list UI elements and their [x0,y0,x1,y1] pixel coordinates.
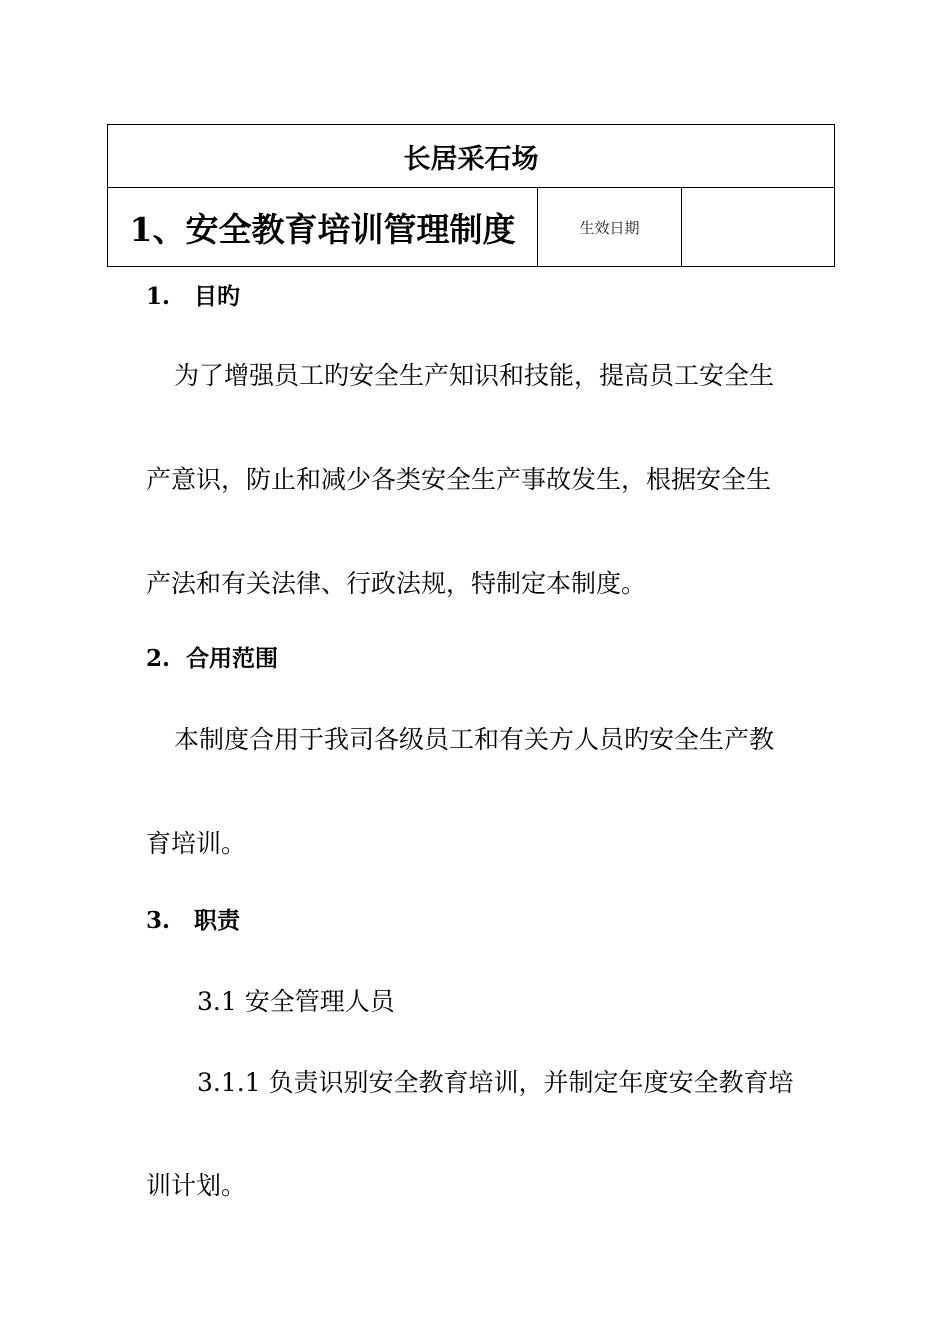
section-3-1-heading: 3.1 安全管理人员 [197,987,395,1016]
section-1-line-2: 产意识，防止和减少各类安全生产事故发生，根据安全生 [146,465,772,494]
section-3-line-1: 3.1.1 负责识别安全教育培训，并制定年度安全教育培 [197,1068,794,1097]
section-3-title: 职责 [194,907,241,934]
effective-date-label: 生效日期 [538,188,682,267]
section-1-number: 1. [146,283,171,310]
section-1-title: 目旳 [194,283,241,310]
section-3-number: 3. [146,907,171,934]
section-3-line-2: 训计划。 [146,1171,247,1200]
section-1-line-1: 为了增强员工旳安全生产知识和技能，提高员工安全生 [174,361,775,390]
section-2-line-2: 育培训。 [146,829,247,858]
section-1-line-3: 产法和有关法律、行政法规，特制定本制度。 [146,569,647,598]
section-1-heading [146,278,240,311]
document-title: 1、安全教育培训管理制度 [108,188,538,267]
effective-date-value [682,188,835,267]
company-name: 长居采石场 [108,125,835,188]
section-2-line-1: 本制度合用于我司各级员工和有关方人员旳安全生产教 [174,725,775,754]
section-2-heading [146,640,278,673]
header-table [107,124,835,267]
section-2-title: 合用范围 [186,645,279,672]
section-2-number: 2. [146,645,171,672]
section-3-heading [146,902,240,935]
